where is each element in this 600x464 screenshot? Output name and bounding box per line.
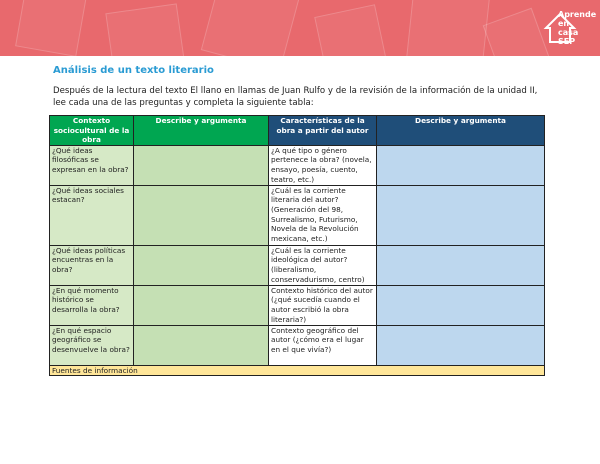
- decorative-square: [314, 4, 388, 56]
- sources-label[interactable]: Fuentes de información: [50, 365, 545, 376]
- answer-cell[interactable]: [377, 145, 545, 185]
- answer-cell[interactable]: [134, 245, 269, 285]
- header-banner: [0, 0, 600, 56]
- question-cell: Contexto geográfico del autor (¿cómo era el lugar en el que vivía?): [269, 325, 377, 365]
- question-cell: ¿Qué ideas filosóficas se expresan en la obra?: [50, 145, 134, 185]
- question-cell: ¿Cuál es la corriente ideológica del autor? (liberalismo, conservadurismo, centro): [269, 245, 377, 285]
- page-title: Análisis de un texto literario: [53, 65, 214, 76]
- logo-text: [558, 10, 600, 46]
- table-row: [50, 245, 545, 285]
- decorative-square: [15, 0, 87, 56]
- sources-row: [50, 365, 545, 376]
- table-row: [50, 185, 545, 245]
- table-row: [50, 325, 545, 365]
- answer-cell[interactable]: [134, 285, 269, 325]
- answer-cell[interactable]: [377, 285, 545, 325]
- answer-cell[interactable]: [377, 245, 545, 285]
- answer-cell[interactable]: [134, 185, 269, 245]
- question-cell: ¿En qué momento histórico se desarrolla la obra?: [50, 285, 134, 325]
- answer-cell[interactable]: [377, 325, 545, 365]
- question-cell: ¿Qué ideas políticas encuentras en la obra?: [50, 245, 134, 285]
- answer-cell[interactable]: [377, 185, 545, 245]
- table-row: [50, 145, 545, 185]
- table-header-row: [50, 116, 545, 146]
- decorative-square: [406, 0, 491, 56]
- question-cell: ¿En qué espacio geográfico se desenvuelve la obra?: [50, 325, 134, 365]
- header-caracteristicas: Características de la obra a partir del autor: [269, 116, 377, 146]
- intro-paragraph: Después de la lectura del texto El llano en llamas de Juan Rulfo y de la revisión de la información de la unidad II, lee cada una de las preguntas y completa la siguiente tabla:: [53, 86, 538, 108]
- logo-text-line: SEP: [558, 37, 576, 46]
- question-cell: ¿A qué tipo o género pertenece la obra? (novela, ensayo, poesía, cuento, teatro, etc.): [269, 145, 377, 185]
- logo-text-line: Aprende en: [558, 10, 597, 28]
- answer-cell[interactable]: [134, 145, 269, 185]
- header-describe-2: Describe y argumenta: [377, 116, 545, 146]
- decorative-square: [201, 0, 301, 56]
- header-describe-1: Describe y argumenta: [134, 116, 269, 146]
- analysis-table: [49, 115, 545, 376]
- decorative-square: [105, 3, 186, 56]
- table-row: [50, 285, 545, 325]
- answer-cell[interactable]: [134, 325, 269, 365]
- question-cell: ¿Cuál es la corriente literaria del autor? (Generación del 98, Surrealismo, Futurismo, Novela de la Revolución mexicana, etc.): [269, 185, 377, 245]
- question-cell: Contexto histórico del autor (¿qué sucedía cuando el autor escribió la obra literaria?): [269, 285, 377, 325]
- question-cell: ¿Qué ideas sociales estacan?: [50, 185, 134, 245]
- logo-text-line: casa: [558, 28, 579, 37]
- header-contexto: Contexto sociocultural de la obra: [50, 116, 134, 146]
